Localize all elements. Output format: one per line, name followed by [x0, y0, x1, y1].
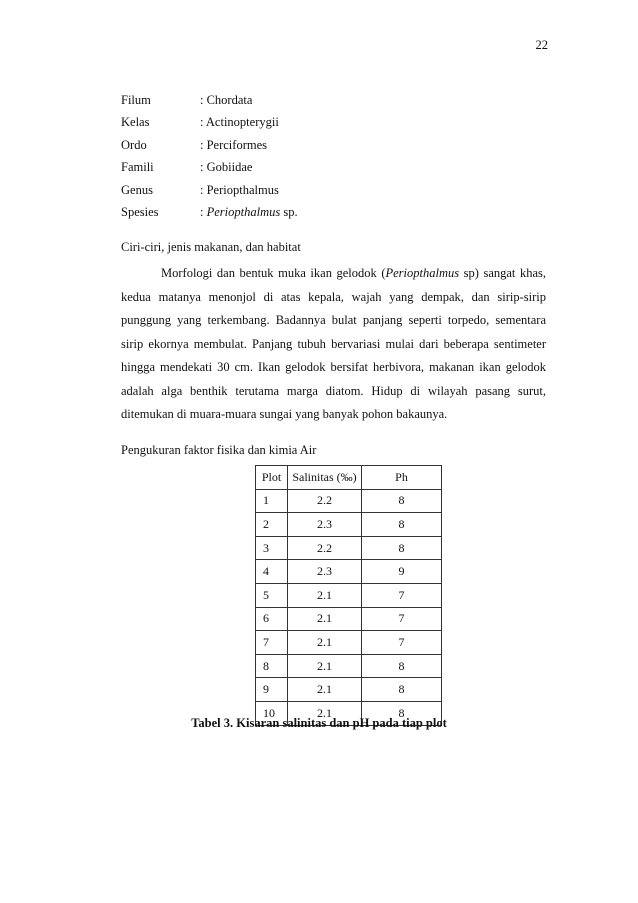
- taxonomy-row-filum: [121, 89, 298, 112]
- cell-ph: 8: [362, 654, 442, 678]
- paragraph-line: sirip ekornya membulat. Panjang tubuh bervariasi mulai dari beberapa sentimeter: [121, 336, 546, 351]
- table-row: [256, 583, 442, 607]
- table-row: [256, 631, 442, 655]
- salinity-ph-table: [255, 465, 442, 726]
- taxonomy-value-prefix: :: [200, 205, 207, 220]
- cell-plot: 1: [256, 489, 288, 513]
- taxonomy-value: : Gobiidae: [200, 160, 253, 175]
- taxonomy-list: [121, 89, 298, 224]
- paragraph-line: punggung yang terkembang. Badannya bulat panjang seperti torpedo, sementara: [121, 313, 546, 327]
- table-body: [256, 489, 442, 725]
- taxonomy-label: Famili: [121, 160, 154, 175]
- line-text: Morfologi dan bentuk muka ikan gelodok (: [161, 266, 386, 280]
- table-row: [256, 513, 442, 537]
- taxonomy-label: Filum: [121, 92, 151, 107]
- cell-ph: 8: [362, 701, 442, 725]
- paragraph-line: [121, 262, 546, 286]
- section-heading-characteristics: Ciri-ciri, jenis makanan, dan habitat: [121, 240, 301, 254]
- paragraph-line: hingga mendekati 30 cm. Ikan gelodok bersifat herbivora, makanan ikan gelodok: [121, 360, 546, 374]
- cell-plot: 9: [256, 678, 288, 702]
- table-row: [256, 560, 442, 584]
- cell-ph: 8: [362, 536, 442, 560]
- section-heading-measurement: Pengukuran faktor fisika dan kimia Air: [121, 443, 317, 457]
- taxonomy-label: Ordo: [121, 137, 147, 152]
- cell-salinity: 2.2: [288, 536, 362, 560]
- cell-salinity: 2.1: [288, 583, 362, 607]
- cell-plot: 10: [256, 701, 288, 725]
- cell-salinity: 2.2: [288, 489, 362, 513]
- cell-salinity: 2.3: [288, 560, 362, 584]
- cell-salinity: 2.1: [288, 607, 362, 631]
- cell-plot: 2: [256, 513, 288, 537]
- taxonomy-label: Spesies: [121, 205, 159, 220]
- cell-ph: 7: [362, 583, 442, 607]
- column-header-salinity: Salinitas (‰): [288, 466, 362, 490]
- taxonomy-row-ordo: [121, 134, 298, 157]
- cell-ph: 8: [362, 489, 442, 513]
- cell-salinity: 2.1: [288, 654, 362, 678]
- table-row: [256, 654, 442, 678]
- column-header-ph: Ph: [362, 466, 442, 490]
- taxonomy-row-famili: [121, 157, 298, 180]
- taxonomy-value-suffix: sp.: [280, 205, 298, 220]
- table-caption: Tabel 3. Kisaran salinitas dan pH pada tiap plot: [191, 716, 447, 730]
- cell-plot: 5: [256, 583, 288, 607]
- table-row: [256, 489, 442, 513]
- table-header-row: [256, 466, 442, 490]
- taxonomy-value: : Perciformes: [200, 137, 267, 152]
- cell-salinity: 2.1: [288, 701, 362, 725]
- taxonomy-value: : Periopthalmus: [200, 182, 279, 197]
- cell-plot: 4: [256, 560, 288, 584]
- taxonomy-row-kelas: [121, 112, 298, 135]
- cell-plot: 8: [256, 654, 288, 678]
- line-text: sp) sangat khas,: [459, 266, 546, 280]
- table-row: [256, 678, 442, 702]
- table-row: [256, 536, 442, 560]
- column-header-plot: Plot: [256, 466, 288, 490]
- page-number: 22: [535, 38, 548, 52]
- taxonomy-value: : Chordata: [200, 92, 253, 107]
- cell-plot: 7: [256, 631, 288, 655]
- species-name: Periopthalmus: [385, 266, 460, 280]
- taxonomy-value: : Actinopterygii: [200, 115, 279, 130]
- cell-plot: 6: [256, 607, 288, 631]
- taxonomy-value-italic: Periopthalmus: [206, 205, 281, 220]
- taxonomy-label: Kelas: [121, 115, 150, 130]
- characteristics-paragraph: [121, 262, 546, 427]
- taxonomy-row-spesies: [121, 202, 298, 225]
- taxonomy-value: [200, 205, 298, 220]
- cell-ph: 7: [362, 631, 442, 655]
- paragraph-line: ditemukan di muara-muara sungai yang banyak pohon bakaunya.: [121, 407, 448, 421]
- cell-plot: 3: [256, 536, 288, 560]
- taxonomy-row-genus: [121, 179, 298, 202]
- paragraph-line: adalah alga benthik terutama marga diatom. Hidup di wilayah pasang surut,: [121, 383, 546, 398]
- cell-ph: 8: [362, 513, 442, 537]
- table-row: [256, 607, 442, 631]
- cell-ph: 8: [362, 678, 442, 702]
- paragraph-line: kedua matanya menonjol di atas kepala, wajah yang dempak, dan sirip-sirip: [121, 289, 546, 304]
- cell-salinity: 2.3: [288, 513, 362, 537]
- cell-salinity: 2.1: [288, 631, 362, 655]
- cell-ph: 9: [362, 560, 442, 584]
- cell-salinity: 2.1: [288, 678, 362, 702]
- taxonomy-label: Genus: [121, 182, 153, 197]
- cell-ph: 7: [362, 607, 442, 631]
